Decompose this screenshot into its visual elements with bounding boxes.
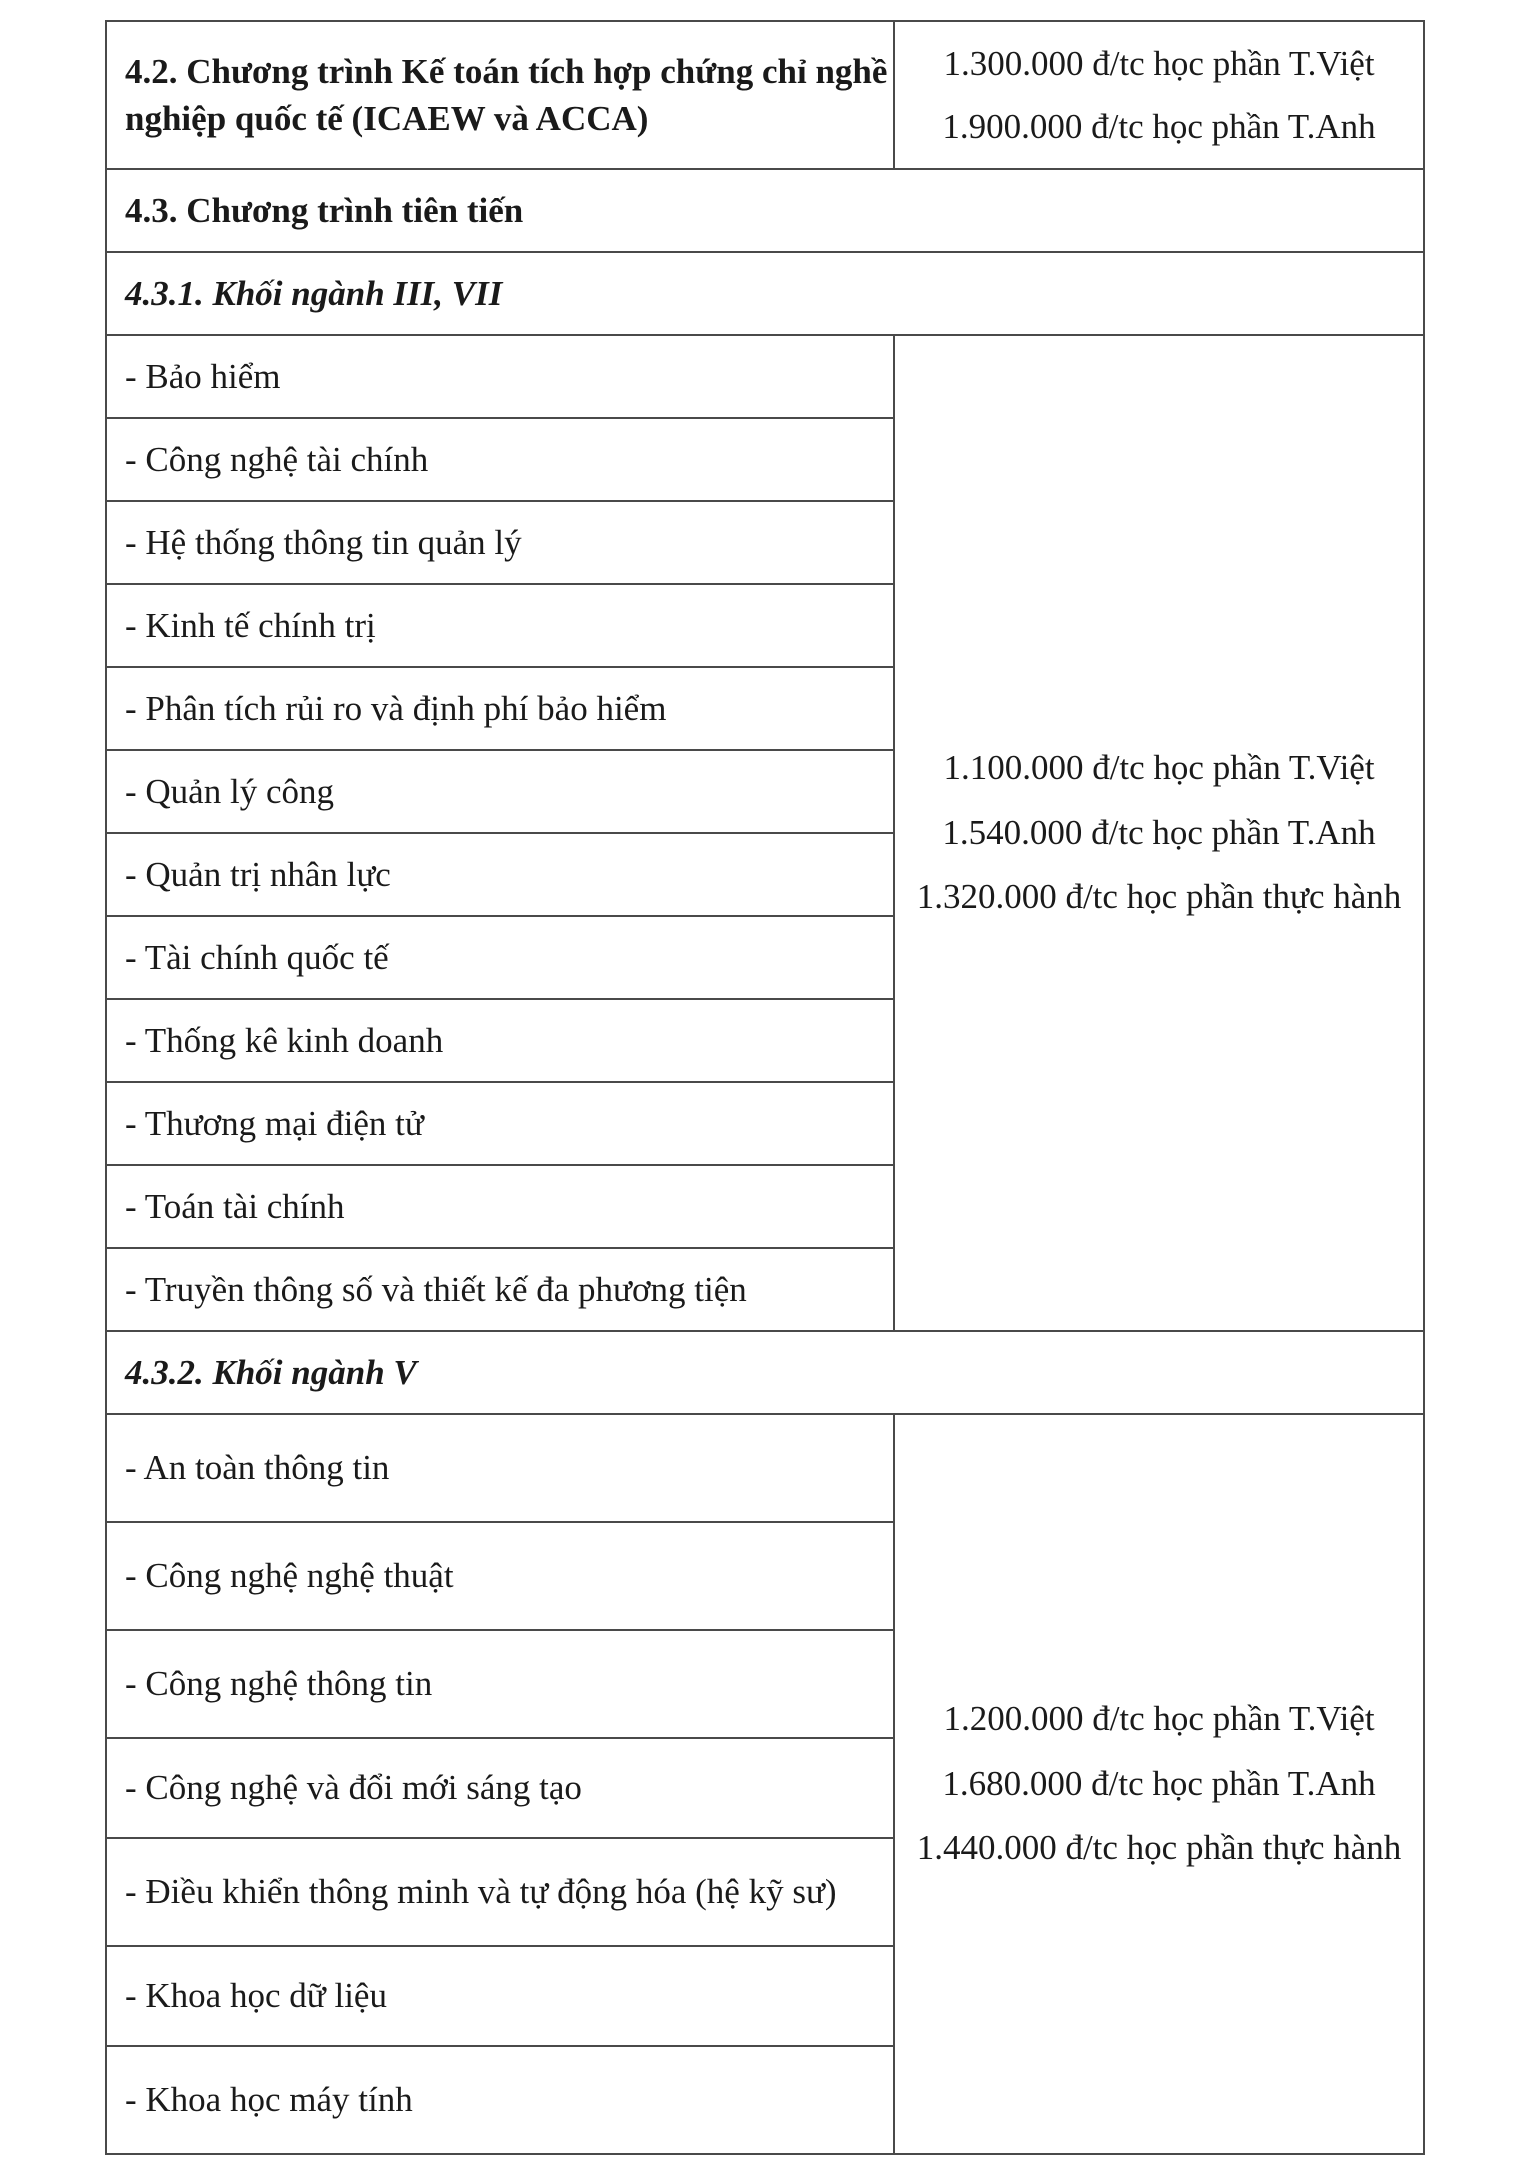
tuition-fee-table [105,20,1425,2155]
group-4-3-1-fees [894,335,1424,1331]
major-item: - Toán tài chính [106,1165,894,1248]
major-item: - Thống kê kinh doanh [106,999,894,1082]
fee-line: 1.320.000 đ/tc học phần thực hành [916,877,1402,917]
fee-line: 1.900.000 đ/tc học phần T.Anh [942,107,1376,146]
table-row-4-2 [106,21,1424,169]
major-item: - Khoa học dữ liệu [106,1946,894,2046]
fee-line: 1.300.000 đ/tc học phần T.Việt [943,44,1375,83]
major-item: - Công nghệ tài chính [106,418,894,501]
group-4-3-1-title: 4.3.1. Khối ngành III, VII [106,252,1424,335]
group-4-3-2-title: 4.3.2. Khối ngành V [106,1331,1424,1414]
fee-line: 1.540.000 đ/tc học phần T.Anh [942,812,1376,852]
program-4-2-title: 4.2. Chương trình Kế toán tích hợp chứng chỉ nghề nghiệp quốc tế (ICAEW và ACCA) [106,21,894,169]
major-item: - Kinh tế chính trị [106,584,894,667]
major-item: - Bảo hiểm [106,335,894,418]
table-row-4-3-1 [106,252,1424,335]
major-item: - Truyền thông số và thiết kế đa phương tiện [106,1248,894,1331]
major-item: - Công nghệ và đổi mới sáng tạo [106,1738,894,1838]
major-item: - Quản trị nhân lực [106,833,894,916]
table-row-4-3 [106,169,1424,252]
major-item: - Tài chính quốc tế [106,916,894,999]
fee-line: 1.440.000 đ/tc học phần thực hành [916,1828,1402,1868]
major-item: - Quản lý công [106,750,894,833]
table-row-4-3-2 [106,1331,1424,1414]
major-item: - Công nghệ thông tin [106,1630,894,1738]
section-4-3-title: 4.3. Chương trình tiên tiến [106,169,1424,252]
major-item: - Công nghệ nghệ thuật [106,1522,894,1630]
group-4-3-2-fees [894,1414,1424,2154]
fee-line: 1.200.000 đ/tc học phần T.Việt [943,1698,1375,1738]
major-item: - An toàn thông tin [106,1414,894,1522]
fee-line: 1.680.000 đ/tc học phần T.Anh [942,1763,1376,1803]
major-item: - Thương mại điện tử [106,1082,894,1165]
major-item: - Phân tích rủi ro và định phí bảo hiểm [106,667,894,750]
table-row [106,1414,1424,1522]
fee-line: 1.100.000 đ/tc học phần T.Việt [943,747,1375,787]
major-item: - Hệ thống thông tin quản lý [106,501,894,584]
program-4-2-fees [894,21,1424,169]
major-item: - Khoa học máy tính [106,2046,894,2154]
table-row [106,335,1424,418]
major-item: - Điều khiển thông minh và tự động hóa (hệ kỹ sư) [106,1838,894,1946]
